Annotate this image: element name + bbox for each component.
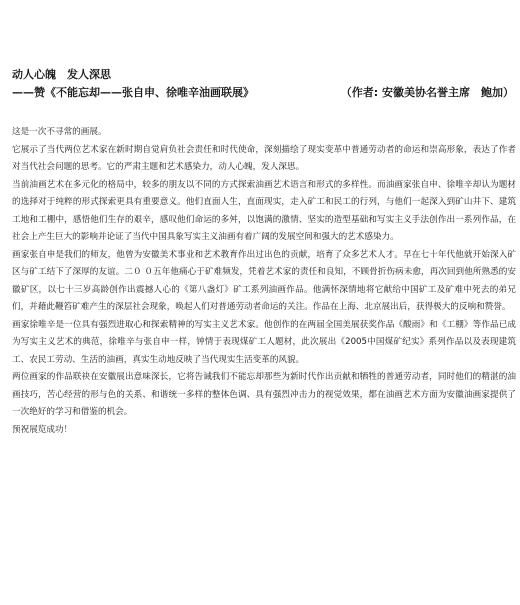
paragraph: 预祝展览成功！ <box>12 424 73 435</box>
paragraph: 画家张自申是我们的师友，他曾为安徽美术事业和艺术教育作出过出色的贡献，培育了众多艺术人才。早在七十年代他就开始深入矿区与矿工结下了深厚的友谊。二０ ０五年他痛心于矿难频发，凭着艺术家的责任和良知，不顾骨折伤病未愈，再次回到他所熟悉的安徽矿区，以七十三岁高龄创作出震撼人心的《第八盏灯》矿工系列油画作品。他满怀深情地将它献给中国矿工及矿难中死去的弟兄们，并藉此鞭笞矿难产生的深层社会现象，唤起人们对普通劳动者命运的关注。作品在上海、北京展出后，获得极大的反响和赞誉。 <box>12 249 516 312</box>
paragraph: 画家徐唯辛是一位具有强烈进取心和探索精神的写实主义艺术家。他创作的在两届全国美展获奖作品《酸雨》和《工棚》等作品已成为写实主义艺术的典范，徐唯辛与张自申一样，钟情于表现煤矿工人题材，此次展出《2005中国煤矿纪实》系列作品以及表现建筑工、农民工劳动、生活的油画，真实生动地反映了当代现实生活变革的风貌。 <box>12 319 516 365</box>
paragraph: 当前油画艺术在多元化的格局中，较多的朋友以不同的方式探索油画艺术语言和形式的多样性。而油画家张自申、徐唯辛却认为题材的选择对于纯粹的形式探索更具有重要意义。他们直面人生，直面现实，走入矿工和民工的行列，与他们一起深入到矿山井下、建筑工地和工棚中，感悟他们生存的艰辛，感叹他们命运的多舛，以饱满的激情、坚实的造型基础和写实主义手法创作出一系列作品，在社会上产生巨大的影响并论证了当代中国具象写实主义油画有着广阔的发展空间和强大的艺术感染力。 <box>12 179 516 242</box>
article-author: （作者: 安徽美协名誉主席 鲍加） <box>340 86 514 99</box>
article-body <box>12 124 516 439</box>
article-title: 动人心魄 发人深思 <box>12 68 111 81</box>
paragraph: 两位画家的作品联袂在安徽展出意味深长，它将告诫我们不能忘却那些为新时代作出贡献和牺牲的普通劳动者，同时他们的精湛的油画技巧，苦心经营的形与色的关系、和谐统一多样的整体色调、具有强烈冲击力的视觉效果，都在油画艺术方面为安徽油画家提供了一次绝好的学习和借鉴的机会。 <box>12 372 516 417</box>
paragraph: 它展示了当代两位艺术家在新时期自觉肩负社会责任和时代使命，深刻描绘了现实变革中普通劳动者的命运和崇高形象，表达了作者对当代社会问题的思考。它的严肃主题和艺术感染力，动人心魄，发人深思。 <box>12 144 516 172</box>
subtitle-row <box>12 84 514 100</box>
paragraph: 这是一次不寻常的画展。 <box>12 127 107 137</box>
article-subtitle: ——赞《不能忘却——张自申、徐唯辛油画联展》 <box>12 86 254 99</box>
